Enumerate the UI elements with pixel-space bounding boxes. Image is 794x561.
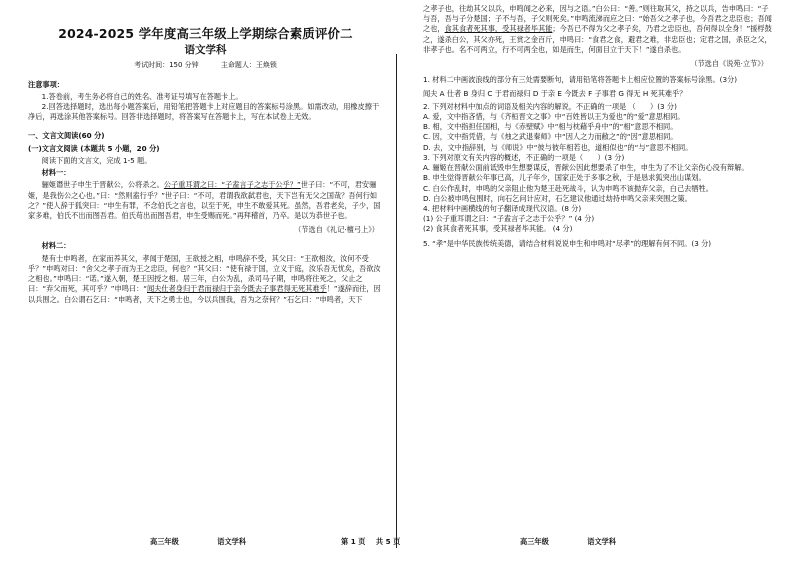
material-2-label: 材料二： [41, 241, 71, 251]
footer-grade: 高三年级 [520, 536, 549, 546]
page-total: 共 5 页 [375, 536, 401, 546]
exam-time: 考试时间：150 分钟 [134, 60, 199, 69]
question-4-item-1: (1) 公子重耳谓之曰：“子盍言子之志于公乎？” (4 分) [423, 214, 595, 224]
question-2-option-b: B. 相，文中指担任国相，与《赤壁赋》中“相与枕藉乎舟中”的“相”意思不相同。 [423, 122, 678, 132]
underlined-sentence: 公子重耳谓之曰：“子盍言子之志于公乎？” [163, 180, 301, 190]
question-2-option-c: C. 因，文中指凭借，与《烛之武退秦师》中“因人之力而敝之”的“因”意思相同。 [423, 132, 678, 142]
material-1-label: 材料一： [41, 168, 71, 178]
question-3-option-b: B. 申生觉得晋献公年事已高，儿子年少，国家正处于多事之秋，于是恳求狐突出山谋划。 [423, 173, 706, 183]
question-2-option-d: D. 去，文中指辞别，与《师说》中“彼与彼年相若也，道相似也”的“与”意思不相同。 [423, 142, 693, 152]
question-3-option-c: C. 白公作乱时，申鸣的父亲阻止他为楚王赴死战斗，认为申鸣不该抛弃父亲，白己去牺牲。 [423, 183, 713, 193]
question-3-option-a: A. 骊姬在晋献公面前诋毁申生想要谋反，晋献公因此想要杀了申生，申生为了不让父亲伤心没有辩解。 [423, 163, 749, 173]
underlined-sentence-2: 食其食者死其事，受其禄者毕其能 [444, 24, 553, 34]
material-2-source: （节选自《说苑·立节》） [690, 59, 768, 69]
exam-meta [28, 61, 383, 71]
exam-title: 2024-2025 学年度高三年级上学期综合素质评价二 [58, 26, 353, 41]
footer-right [520, 537, 616, 547]
question-2: 2. 下列对材料中加点的词语及相关内容的解说，不正确的一项是 （ ）(3 分) [423, 101, 677, 111]
page-current: 第 1 页 [341, 536, 366, 546]
question-5: 5. “孝”是中华民族传统美德，请结合材料说说申生和申鸣对“尽孝”的理解有何不同。(3 分) [423, 238, 712, 248]
notice-item: 1.答卷前，考生务必将自己的姓名、准考证号填写在答题卡上。 [41, 91, 243, 101]
question-4: 4. 把材料中画横线的句子翻译成现代汉语。(8 分) [423, 203, 582, 213]
footer-subject: 语文学科 [217, 536, 247, 546]
material-2-text: 楚有士申鸣者，在家而养其父，孝闻于楚国，王欲授之相，申鸣辞不受，其父曰：“王欲相汝，汝何不受乎？”申鸣对曰：“舍父之孝子而为王之忠臣，何也？”其父曰：“使有禄于国，立义于庭，汝乐吾无忧矣，吾欲汝之相也。”申鸣曰：“诺。”遂入朝，楚王因授之相。居三年，白公为乱，杀司马子期，申鸣将往死之，父止之曰：“弃父而死，其可乎？”申鸣曰：“闻夫仕者身归于君而禄归于亲今既去子事君得无死其难乎！”遂辞而往，因以兵围之。白公谓石乞曰：“申鸣者，天下之勇士也，今以兵围我，吾为之奈何？”石乞曰：“申鸣者，天下 [28, 253, 381, 304]
footer-grade: 高三年级 [150, 536, 179, 546]
question-1: 1. 材料二中画波浪线的部分有三处需要断句，请用铅笔将答题卡上相应位置的答案标号涂黑。(3分) [423, 75, 738, 85]
material-2-continued: 之孝子也，往劫其父以兵，申鸣闻之必来，因与之语。”白公曰：“善。”则往取其父，持之以兵，告申鸣曰：“子与吾，吾与子分楚国；子不与吾，子父则死矣。”申鸣流涕而应之曰：“始吾父之孝子也，今吾君之忠臣也；吾闻之也，食其食者死其事，受其禄者毕其能；今吾已不得为父之孝子矣，乃君之忠臣也，吾何得以全身！”援桴鼓之，遂杀白公，其父亦死，王赏之金百斤，申鸣曰：“食君之食，避君之难，非忠臣也；定君之国，杀臣之父，非孝子也。名不可两立，行不可两全也，如是而生，何面目立于天下！”遂自杀也。 [423, 4, 772, 54]
notice-heading: 注意事项： [28, 79, 64, 89]
material-1-text: 骊姬谮世子申生于晋献公，公将杀之。公子重耳谓之曰：“子盍言子之志于公乎？”世子曰：“不可，君安骊姬，是我伤公之心也。”曰：“然则盍行乎？”世子曰：“不可，君谓我欲弑君也，天下岂有无父之国哉？吾何行如之？”使人辞于狐突曰：“申生有罪，不念伯氏之言也，以至于死，申生不敢爱其死。虽然，吾君老矣，子少，国家多难，伯氏不出而图吾君。伯氏苟出而图吾君，申生受赐而死。”再拜稽首，乃卒。是以为恭世子也。 [28, 180, 381, 220]
wavy-underlined-sentence: 闻夫仕者身归于君而禄归于亲今既去子事君得无死其难乎 [147, 284, 327, 294]
exam-subject: 语文学科 [184, 43, 227, 56]
material-1-source: （节选自《礼记·檀弓上》） [294, 225, 379, 235]
question-4-item-2: (2) 食其食者死其事，受其禄者毕其能。 (4 分) [423, 224, 573, 234]
section-subheading: (一)文言文阅读 (本题共 5 小题，20 分) [28, 143, 160, 153]
exam-author: 主命题人：王焕锁 [220, 60, 277, 69]
question-3: 3. 下列对原文有关内容的概述，不正确的一项是（ ）(3 分) [423, 152, 625, 162]
footer-left [150, 537, 246, 547]
section-instruction: 阅读下面的文言文，完成 1-5 题。 [41, 155, 152, 165]
question-1-sentence: 闻夫 A 仕者 B 身归 C 于君而禄归 D 于亲 E 今既去 F 子事君 G 得无 H 死其难乎？ [423, 88, 687, 98]
page-number [341, 537, 400, 547]
right-column [397, 0, 794, 561]
notice-item: 2.回答选择题时，选出每小题答案后，用铅笔把答题卡上对应题目的答案标号涂黑。如需改动，用橡皮擦干净后，再选涂其他答案标号。回答非选择题时，将答案写在答题卡上，写在本试卷上无效。 [28, 102, 380, 122]
question-2-option-a: A. 爱，文中指吝惜，与《齐桓晋文之事》中“百姓皆以王为爱也”的“爱”意思相同。 [423, 111, 685, 121]
question-3-option-d: D. 白公被申鸣包围时，向石乞问计应对，石乞建议他通过劫持申鸣父亲来突围之策。 [423, 193, 692, 203]
section-heading: 一、文言文阅读(60 分) [28, 131, 105, 141]
footer-subject: 语文学科 [587, 536, 617, 546]
